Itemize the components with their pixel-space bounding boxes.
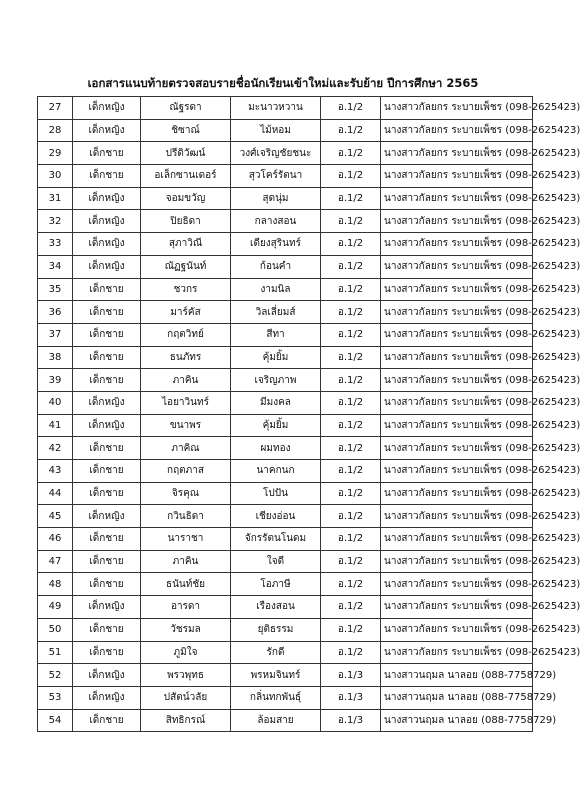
teacher-contact: นางสาวกัลยกร ระบายเพ็ชร (098-2625423)	[381, 482, 533, 505]
teacher-contact: นางสาวนฤมล นาลอย (088-7758729)	[381, 664, 533, 687]
student-title: เด็กชาย	[73, 301, 141, 324]
class-room: อ.1/3	[321, 664, 381, 687]
teacher-contact: นางสาวกัลยกร ระบายเพ็ชร (098-2625423)	[381, 210, 533, 233]
student-first-name: อารดา	[141, 596, 231, 619]
student-last-name: เชียงอ่อน	[231, 505, 321, 528]
teacher-contact: นางสาวกัลยกร ระบายเพ็ชร (098-2625423)	[381, 255, 533, 278]
table-row	[38, 596, 533, 619]
table-row	[38, 301, 533, 324]
student-title: เด็กหญิง	[73, 686, 141, 709]
student-title: เด็กชาย	[73, 550, 141, 573]
student-title: เด็กชาย	[73, 142, 141, 165]
student-last-name: เจริญภาพ	[231, 369, 321, 392]
row-number: 38	[38, 346, 73, 369]
teacher-contact: นางสาวกัลยกร ระบายเพ็ชร (098-2625423)	[381, 550, 533, 573]
row-number: 53	[38, 686, 73, 709]
teacher-contact: นางสาวกัลยกร ระบายเพ็ชร (098-2625423)	[381, 573, 533, 596]
student-last-name: นาคกนก	[231, 460, 321, 483]
class-room: อ.1/2	[321, 391, 381, 414]
student-last-name: เดียงสุรินทร์	[231, 233, 321, 256]
student-last-name: มีมงคล	[231, 391, 321, 414]
teacher-contact: นางสาวกัลยกร ระบายเพ็ชร (098-2625423)	[381, 346, 533, 369]
student-first-name: อเล็กซานเดอร์	[141, 165, 231, 188]
row-number: 34	[38, 255, 73, 278]
student-title: เด็กชาย	[73, 437, 141, 460]
table-row	[38, 505, 533, 528]
student-first-name: ปรีดิวัฒน์	[141, 142, 231, 165]
row-number: 41	[38, 414, 73, 437]
student-last-name: สีทา	[231, 323, 321, 346]
student-first-name: กวินธิดา	[141, 505, 231, 528]
student-title: เด็กชาย	[73, 460, 141, 483]
row-number: 51	[38, 641, 73, 664]
row-number: 31	[38, 187, 73, 210]
student-first-name: ภาคิณ	[141, 437, 231, 460]
student-first-name: ณัฏฐนันท์	[141, 255, 231, 278]
student-title: เด็กชาย	[73, 573, 141, 596]
row-number: 46	[38, 528, 73, 551]
student-last-name: กลิ่นทกพันธุ์	[231, 686, 321, 709]
teacher-contact: นางสาวกัลยกร ระบายเพ็ชร (098-2625423)	[381, 596, 533, 619]
table-row	[38, 165, 533, 188]
row-number: 54	[38, 709, 73, 732]
table-row	[38, 278, 533, 301]
student-last-name: งามนิล	[231, 278, 321, 301]
student-first-name: จอมขวัญ	[141, 187, 231, 210]
teacher-contact: นางสาวกัลยกร ระบายเพ็ชร (098-2625423)	[381, 618, 533, 641]
table-row	[38, 414, 533, 437]
class-room: อ.1/2	[321, 460, 381, 483]
class-room: อ.1/2	[321, 414, 381, 437]
student-last-name: รักดี	[231, 641, 321, 664]
student-first-name: ชวกร	[141, 278, 231, 301]
row-number: 39	[38, 369, 73, 392]
class-room: อ.1/2	[321, 255, 381, 278]
row-number: 37	[38, 323, 73, 346]
student-last-name: เรืองสอน	[231, 596, 321, 619]
student-first-name: วัชรมล	[141, 618, 231, 641]
table-row	[38, 255, 533, 278]
student-title: เด็กชาย	[73, 369, 141, 392]
student-title: เด็กชาย	[73, 278, 141, 301]
student-last-name: ยุติธรรม	[231, 618, 321, 641]
table-row	[38, 460, 533, 483]
student-last-name: ใจดี	[231, 550, 321, 573]
class-room: อ.1/3	[321, 686, 381, 709]
student-last-name: จักรรัตนโนดม	[231, 528, 321, 551]
row-number: 49	[38, 596, 73, 619]
class-room: อ.1/2	[321, 505, 381, 528]
student-last-name: สุดนุ่ม	[231, 187, 321, 210]
student-last-name: คุ้มยิ้ม	[231, 346, 321, 369]
row-number: 35	[38, 278, 73, 301]
row-number: 45	[38, 505, 73, 528]
student-last-name: ก้อนคำ	[231, 255, 321, 278]
class-room: อ.1/2	[321, 97, 381, 120]
student-title: เด็กหญิง	[73, 233, 141, 256]
class-room: อ.1/2	[321, 119, 381, 142]
table-row	[38, 550, 533, 573]
table-row	[38, 641, 533, 664]
student-title: เด็กชาย	[73, 709, 141, 732]
table-row	[38, 664, 533, 687]
student-last-name: สุวโคร์รัตนา	[231, 165, 321, 188]
teacher-contact: นางสาวกัลยกร ระบายเพ็ชร (098-2625423)	[381, 187, 533, 210]
class-room: อ.1/2	[321, 482, 381, 505]
student-first-name: กฤตวิทย์	[141, 323, 231, 346]
student-last-name: โอภาษี	[231, 573, 321, 596]
student-first-name: สิทธิกรณ์	[141, 709, 231, 732]
teacher-contact: นางสาวกัลยกร ระบายเพ็ชร (098-2625423)	[381, 414, 533, 437]
teacher-contact: นางสาวกัลยกร ระบายเพ็ชร (098-2625423)	[381, 142, 533, 165]
student-title: เด็กชาย	[73, 165, 141, 188]
student-first-name: ขนาพร	[141, 414, 231, 437]
student-title: เด็กหญิง	[73, 505, 141, 528]
student-table	[37, 96, 580, 732]
row-number: 27	[38, 97, 73, 120]
student-title: เด็กหญิง	[73, 414, 141, 437]
student-title: เด็กชาย	[73, 482, 141, 505]
table-row	[38, 142, 533, 165]
student-title: เด็กชาย	[73, 641, 141, 664]
row-number: 47	[38, 550, 73, 573]
student-last-name: ไม้หอม	[231, 119, 321, 142]
table-row	[38, 528, 533, 551]
student-first-name: ชิซาณ์	[141, 119, 231, 142]
row-number: 36	[38, 301, 73, 324]
student-last-name: คุ้มยิ้ม	[231, 414, 321, 437]
class-room: อ.1/2	[321, 346, 381, 369]
student-last-name: ล้อมสาย	[231, 709, 321, 732]
student-first-name: ธนันท์ชัย	[141, 573, 231, 596]
teacher-contact: นางสาวกัลยกร ระบายเพ็ชร (098-2625423)	[381, 323, 533, 346]
teacher-contact: นางสาวกัลยกร ระบายเพ็ชร (098-2625423)	[381, 97, 533, 120]
class-room: อ.1/2	[321, 187, 381, 210]
page-title: เอกสารแนบท้ายตรวจสอบรายชื่อนักเรียนเข้าใหม่และรับย้าย ปีการศึกษา 2565	[87, 76, 479, 90]
student-first-name: ณัฐรดา	[141, 97, 231, 120]
row-number: 44	[38, 482, 73, 505]
table-row	[38, 391, 533, 414]
row-number: 29	[38, 142, 73, 165]
student-title: เด็กหญิง	[73, 664, 141, 687]
student-first-name: ภาคิน	[141, 550, 231, 573]
class-room: อ.1/2	[321, 528, 381, 551]
student-first-name: มาร์คัส	[141, 301, 231, 324]
table-row	[38, 323, 533, 346]
teacher-contact: นางสาวกัลยกร ระบายเพ็ชร (098-2625423)	[381, 641, 533, 664]
class-room: อ.1/3	[321, 709, 381, 732]
teacher-contact: นางสาวนฤมล นาลอย (088-7758729)	[381, 709, 533, 732]
row-number: 43	[38, 460, 73, 483]
student-last-name: พรหมจินทร์	[231, 664, 321, 687]
teacher-contact: นางสาวกัลยกร ระบายเพ็ชร (098-2625423)	[381, 278, 533, 301]
class-room: อ.1/2	[321, 550, 381, 573]
teacher-contact: นางสาวกัลยกร ระบายเพ็ชร (098-2625423)	[381, 165, 533, 188]
student-first-name: จิรคุณ	[141, 482, 231, 505]
student-first-name: ปสัตน์วลัย	[141, 686, 231, 709]
student-title: เด็กชาย	[73, 323, 141, 346]
teacher-contact: นางสาวกัลยกร ระบายเพ็ชร (098-2625423)	[381, 391, 533, 414]
class-room: อ.1/2	[321, 278, 381, 301]
student-title: เด็กหญิง	[73, 97, 141, 120]
student-first-name: พรวพุทธ	[141, 664, 231, 687]
row-number: 52	[38, 664, 73, 687]
row-number: 28	[38, 119, 73, 142]
teacher-contact: นางสาวกัลยกร ระบายเพ็ชร (098-2625423)	[381, 369, 533, 392]
class-room: อ.1/2	[321, 573, 381, 596]
row-number: 30	[38, 165, 73, 188]
teacher-contact: นางสาวกัลยกร ระบายเพ็ชร (098-2625423)	[381, 437, 533, 460]
table-row	[38, 97, 533, 120]
table-row	[38, 210, 533, 233]
row-number: 33	[38, 233, 73, 256]
table-row	[38, 346, 533, 369]
student-title: เด็กชาย	[73, 528, 141, 551]
table-row	[38, 482, 533, 505]
table-row	[38, 187, 533, 210]
class-room: อ.1/2	[321, 301, 381, 324]
class-room: อ.1/2	[321, 618, 381, 641]
teacher-contact: นางสาวกัลยกร ระบายเพ็ชร (098-2625423)	[381, 119, 533, 142]
student-title: เด็กหญิง	[73, 391, 141, 414]
student-first-name: กฤตภาส	[141, 460, 231, 483]
teacher-contact: นางสาวกัลยกร ระบายเพ็ชร (098-2625423)	[381, 301, 533, 324]
table-row	[38, 709, 533, 732]
student-first-name: ภูมิใจ	[141, 641, 231, 664]
student-last-name: โปปัน	[231, 482, 321, 505]
student-first-name: ธนภัทร	[141, 346, 231, 369]
student-first-name: ปิยธิดา	[141, 210, 231, 233]
student-first-name: ไอยาวินทร์	[141, 391, 231, 414]
class-room: อ.1/2	[321, 210, 381, 233]
class-room: อ.1/2	[321, 641, 381, 664]
teacher-contact: นางสาวกัลยกร ระบายเพ็ชร (098-2625423)	[381, 460, 533, 483]
teacher-contact: นางสาวกัลยกร ระบายเพ็ชร (098-2625423)	[381, 233, 533, 256]
table-row	[38, 573, 533, 596]
teacher-contact: นางสาวกัลยกร ระบายเพ็ชร (098-2625423)	[381, 528, 533, 551]
student-last-name: วิลเลี่ยมส์	[231, 301, 321, 324]
teacher-contact: นางสาวกัลยกร ระบายเพ็ชร (098-2625423)	[381, 505, 533, 528]
student-title: เด็กหญิง	[73, 255, 141, 278]
student-title: เด็กหญิง	[73, 596, 141, 619]
table-row	[38, 686, 533, 709]
student-title: เด็กหญิง	[73, 210, 141, 233]
student-last-name: มะนาวหวาน	[231, 97, 321, 120]
student-first-name: นาราชา	[141, 528, 231, 551]
row-number: 42	[38, 437, 73, 460]
teacher-contact: นางสาวนฤมล นาลอย (088-7758729)	[381, 686, 533, 709]
student-last-name: ผมทอง	[231, 437, 321, 460]
student-first-name: ภาคิน	[141, 369, 231, 392]
table-row	[38, 369, 533, 392]
student-title: เด็กหญิง	[73, 187, 141, 210]
table-row	[38, 233, 533, 256]
row-number: 50	[38, 618, 73, 641]
class-room: อ.1/2	[321, 437, 381, 460]
class-room: อ.1/2	[321, 165, 381, 188]
row-number: 32	[38, 210, 73, 233]
student-first-name: สุภาวิณี	[141, 233, 231, 256]
table-row	[38, 119, 533, 142]
student-last-name: กลางสอน	[231, 210, 321, 233]
table-row	[38, 437, 533, 460]
student-last-name: วงศ์เจริญชัยชนะ	[231, 142, 321, 165]
student-title: เด็กชาย	[73, 618, 141, 641]
student-title: เด็กหญิง	[73, 119, 141, 142]
class-room: อ.1/2	[321, 369, 381, 392]
table-row	[38, 618, 533, 641]
class-room: อ.1/2	[321, 233, 381, 256]
class-room: อ.1/2	[321, 323, 381, 346]
row-number: 40	[38, 391, 73, 414]
class-room: อ.1/2	[321, 596, 381, 619]
student-title: เด็กชาย	[73, 346, 141, 369]
class-room: อ.1/2	[321, 142, 381, 165]
row-number: 48	[38, 573, 73, 596]
